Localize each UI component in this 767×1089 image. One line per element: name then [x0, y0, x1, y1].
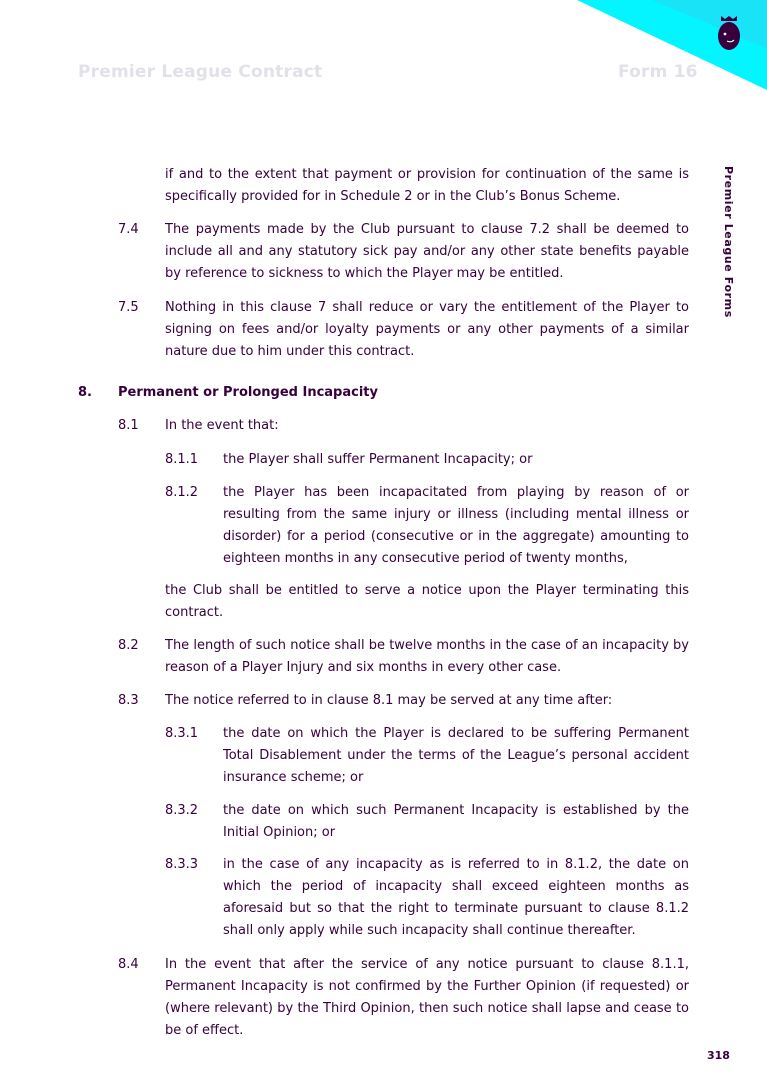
clause-8-3-1-text: the date on which the Player is declared to be suffering Permanent Total Disablement under the terms of the League’s personal accident insurance scheme; or: [223, 726, 689, 785]
clause-8-1-tail: the Club shall be entitled to serve a notice upon the Player terminating this contract.: [165, 583, 689, 620]
clause-8-3-2-text: the date on which such Permanent Incapacity is established by the Initial Opinion; or: [223, 803, 689, 840]
header-title: Premier League Contract: [78, 62, 323, 82]
section-8-title: Permanent or Prolonged Incapacity: [118, 385, 378, 400]
clause-7-5-number: 7.5: [118, 300, 139, 315]
clause-8-4-number: 8.4: [118, 957, 139, 972]
clause-8-4-text: In the event that after the service of any notice pursuant to clause 8.1.1, Permanent Incapacity is not confirmed by the Further Opinion (if requested) or (where relevant) by the Third Opinion, then such notice shall lapse and cease to be of effect.: [165, 957, 689, 1038]
section-8-number: 8.: [78, 385, 92, 400]
clause-8-1-2-text: the Player has been incapacitated from playing by reason of or resulting from the same injury or illness (including mental illness or disorder) for a period (consecutive or in the aggregate) amounting to eighteen months in any consecutive period of twenty months,: [223, 485, 689, 566]
clause-8-3-3-text: in the case of any incapacity as is referred to in 8.1.2, the date on which the period of incapacity shall exceed eighteen months as aforesaid but so that the right to terminate pursuant to clause 8.1.2 shall only apply while such incapacity shall continue thereafter.: [223, 857, 689, 938]
clause-7-4-number: 7.4: [118, 222, 139, 237]
clause-8-1-1-text: the Player shall suffer Permanent Incapacity; or: [223, 452, 533, 467]
clause-8-3-number: 8.3: [118, 693, 139, 708]
clause-8-1-text: In the event that:: [165, 418, 279, 433]
clause-8-2-number: 8.2: [118, 638, 139, 653]
side-label: Premier League Forms: [722, 166, 735, 318]
clause-7-5-text: Nothing in this clause 7 shall reduce or vary the entitlement of the Player to signing on fees and/or loyalty payments or any other payments of a similar nature due to him under this contract.: [165, 300, 689, 359]
clause-8-1-2-number: 8.1.2: [165, 485, 199, 500]
page-number: 318: [707, 1049, 730, 1062]
clause-7-3-continuation: if and to the extent that payment or provision for continuation of the same is specifically provided for in Schedule 2 or in the Club’s Bonus Scheme.: [165, 167, 689, 204]
clause-8-1-1-number: 8.1.1: [165, 452, 199, 467]
clause-8-3-3-number: 8.3.3: [165, 857, 199, 872]
clause-8-1-number: 8.1: [118, 418, 139, 433]
header-form: Form 16: [618, 62, 698, 82]
clause-8-3-text: The notice referred to in clause 8.1 may be served at any time after:: [165, 693, 613, 708]
clause-7-4-text: The payments made by the Club pursuant to clause 7.2 shall be deemed to include all and any statutory sick pay and/or any other state benefits payable by reference to sickness to which the Player may be entitled.: [165, 222, 689, 281]
clause-8-3-1-number: 8.3.1: [165, 726, 199, 741]
clause-8-3-2-number: 8.3.2: [165, 803, 199, 818]
clause-8-2-text: The length of such notice shall be twelve months in the case of an incapacity by reason of a Player Injury and six months in every other case.: [165, 638, 689, 675]
